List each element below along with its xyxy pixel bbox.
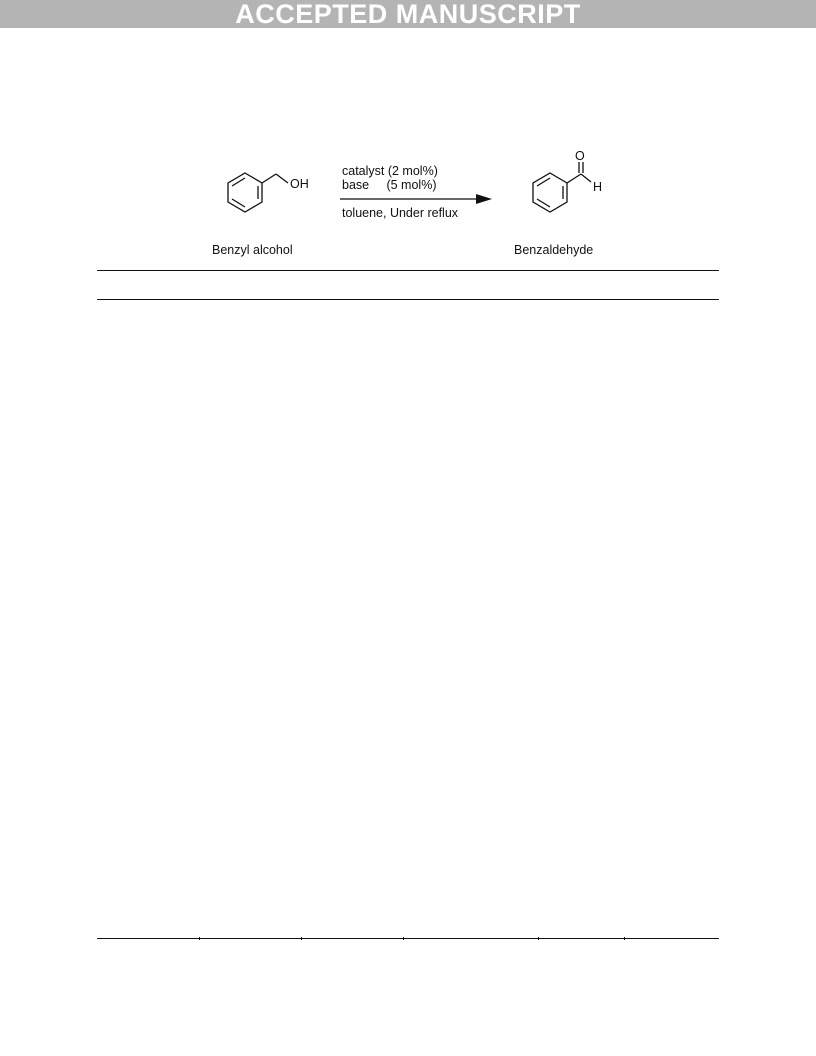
hydrogen-label: H — [593, 180, 603, 194]
table-header-rule — [97, 299, 719, 300]
c-cho-bond — [567, 174, 581, 183]
table-top-rule — [97, 270, 719, 271]
reaction-scheme — [0, 0, 816, 320]
catalyst-condition: catalyst (2 mol%) — [342, 164, 438, 178]
column-divider-1 — [199, 937, 200, 940]
column-divider-5 — [624, 937, 625, 940]
reaction-arrow — [340, 194, 492, 204]
solvent-condition: toluene, Under reflux — [342, 206, 459, 220]
ch2-bond — [262, 174, 276, 183]
column-divider-4 — [538, 937, 539, 940]
column-divider-3 — [403, 937, 404, 940]
product-name: Benzaldehyde — [514, 243, 594, 257]
column-divider-2 — [301, 937, 302, 940]
oh-label: OH — [290, 177, 309, 191]
oxygen-label: O — [575, 149, 585, 163]
table-bottom-rule — [97, 938, 719, 939]
benzene-ring-product — [533, 173, 567, 212]
benzene-ring-reactant — [228, 173, 262, 212]
banner-text: ACCEPTED MANUSCRIPT — [235, 0, 581, 29]
c-h-bond — [581, 174, 591, 182]
benzyl-alcohol-structure — [228, 173, 288, 212]
benzaldehyde-structure — [533, 162, 591, 212]
reactant-name: Benzyl alcohol — [212, 243, 293, 257]
c-oh-bond — [276, 174, 288, 183]
base-condition: base (5 mol%) — [342, 178, 437, 192]
